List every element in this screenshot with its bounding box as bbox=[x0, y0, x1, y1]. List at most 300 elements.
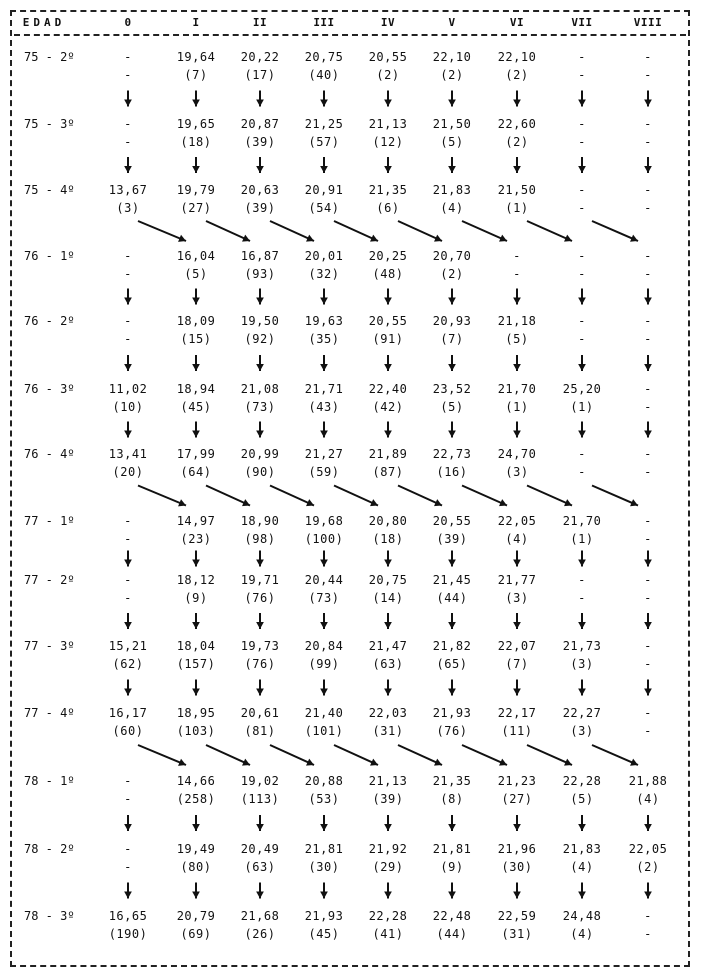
transition-arrow bbox=[334, 745, 378, 766]
transition-arrow bbox=[513, 551, 521, 567]
transition-arrow bbox=[320, 551, 328, 567]
transition-arrow bbox=[256, 883, 264, 899]
cell-count: (258) bbox=[176, 792, 216, 806]
transition-arrow bbox=[192, 613, 200, 629]
transition-arrow bbox=[448, 680, 456, 696]
cell-count: (26) bbox=[244, 927, 276, 941]
cell-value: 18,12 bbox=[176, 573, 216, 587]
transition-arrow bbox=[192, 289, 200, 305]
row-label: 77 - 3º bbox=[24, 639, 75, 653]
transition-arrow bbox=[320, 91, 328, 107]
transition-arrow bbox=[462, 745, 507, 766]
transition-arrow bbox=[448, 91, 456, 107]
cell-count: (12) bbox=[372, 135, 404, 149]
transition-arrow bbox=[384, 815, 392, 831]
transition-arrow bbox=[527, 486, 572, 507]
cell-value: 19,64 bbox=[176, 50, 216, 64]
transition-arrow bbox=[334, 221, 378, 242]
cell-value: 21,96 bbox=[497, 842, 537, 856]
cell-value: - bbox=[644, 447, 652, 461]
cell-count: - bbox=[644, 68, 652, 82]
cell-count: - bbox=[513, 267, 521, 281]
transition-arrow bbox=[578, 883, 586, 899]
cell-count: (93) bbox=[244, 267, 276, 281]
transition-arrow bbox=[513, 883, 521, 899]
transition-arrow bbox=[578, 680, 586, 696]
row-label: 78 - 2º bbox=[24, 842, 75, 856]
cell-value: 22,28 bbox=[368, 909, 408, 923]
transition-arrow bbox=[124, 91, 132, 107]
cell-count: - bbox=[124, 68, 132, 82]
cell-count: (3) bbox=[116, 201, 140, 215]
cell-count: (5) bbox=[570, 792, 594, 806]
transition-arrow bbox=[124, 815, 132, 831]
row-label: 76 - 2º bbox=[24, 314, 75, 328]
cell-count: (5) bbox=[440, 400, 464, 414]
transition-arrow bbox=[124, 355, 132, 371]
transition-arrow bbox=[448, 883, 456, 899]
cell-value: 21,23 bbox=[497, 774, 537, 788]
cell-value: 18,09 bbox=[176, 314, 216, 328]
transition-arrow bbox=[384, 613, 392, 629]
transition-arrow bbox=[138, 745, 186, 766]
transition-arrow bbox=[462, 486, 507, 507]
cell-value: 20,87 bbox=[240, 117, 280, 131]
cell-value: - bbox=[124, 314, 132, 328]
cell-value: 20,75 bbox=[368, 573, 408, 587]
cell-value: 21,77 bbox=[497, 573, 537, 587]
header-col-1: 0 bbox=[124, 16, 132, 29]
cell-value: 25,20 bbox=[562, 382, 602, 396]
transition-arrow bbox=[644, 289, 652, 305]
cell-value: 23,52 bbox=[432, 382, 472, 396]
cell-value: 22,40 bbox=[368, 382, 408, 396]
cell-count: (14) bbox=[372, 591, 404, 605]
cell-count: (1) bbox=[570, 400, 594, 414]
cell-count: (1) bbox=[505, 201, 529, 215]
cell-count: (3) bbox=[505, 591, 529, 605]
transition-arrow bbox=[578, 289, 586, 305]
transition-arrow bbox=[320, 157, 328, 173]
cell-count: (17) bbox=[244, 68, 276, 82]
row-label: 78 - 1º bbox=[24, 774, 75, 788]
cell-count: (73) bbox=[244, 400, 276, 414]
cell-count: (5) bbox=[184, 267, 208, 281]
transition-arrow bbox=[256, 551, 264, 567]
transition-arrow bbox=[192, 551, 200, 567]
cell-value: 19,73 bbox=[240, 639, 280, 653]
cell-value: 19,65 bbox=[176, 117, 216, 131]
cell-value: 20,55 bbox=[432, 514, 472, 528]
header-col-2: I bbox=[192, 16, 200, 29]
transition-arrow bbox=[448, 815, 456, 831]
cell-value: 18,90 bbox=[240, 514, 280, 528]
cell-value: 20,70 bbox=[432, 249, 472, 263]
cell-count: (20) bbox=[112, 465, 144, 479]
cell-count: (45) bbox=[308, 927, 340, 941]
cell-value: - bbox=[644, 514, 652, 528]
cell-count: - bbox=[578, 267, 586, 281]
cell-value: 21,83 bbox=[562, 842, 602, 856]
cell-count: (62) bbox=[112, 657, 144, 671]
cell-count: (2) bbox=[505, 135, 529, 149]
cell-count: (31) bbox=[501, 927, 533, 941]
cell-value: 22,27 bbox=[562, 706, 602, 720]
transition-arrow bbox=[320, 289, 328, 305]
transition-arrow bbox=[192, 157, 200, 173]
cell-value: 22,17 bbox=[497, 706, 537, 720]
cell-value: 13,67 bbox=[108, 183, 148, 197]
transition-arrow bbox=[256, 680, 264, 696]
cell-count: - bbox=[644, 201, 652, 215]
transition-arrow bbox=[513, 355, 521, 371]
cell-value: - bbox=[513, 249, 521, 263]
transition-arrow bbox=[578, 613, 586, 629]
cell-value: - bbox=[578, 447, 586, 461]
row-label: 76 - 3º bbox=[24, 382, 75, 396]
cell-value: 16,04 bbox=[176, 249, 216, 263]
cell-value: 22,59 bbox=[497, 909, 537, 923]
cell-count: (2) bbox=[440, 68, 464, 82]
cell-count: (16) bbox=[436, 465, 468, 479]
cell-value: 16,87 bbox=[240, 249, 280, 263]
transition-arrow bbox=[256, 613, 264, 629]
transition-arrow bbox=[513, 289, 521, 305]
row-label: 76 - 4º bbox=[24, 447, 75, 461]
transition-arrow bbox=[384, 91, 392, 107]
cell-value: 14,97 bbox=[176, 514, 216, 528]
cell-count: (69) bbox=[180, 927, 212, 941]
cell-value: 22,10 bbox=[497, 50, 537, 64]
cell-count: (8) bbox=[440, 792, 464, 806]
transition-arrow bbox=[192, 422, 200, 438]
cell-value: 22,05 bbox=[497, 514, 537, 528]
cell-value: - bbox=[578, 573, 586, 587]
cell-count: - bbox=[124, 267, 132, 281]
cell-count: (29) bbox=[372, 860, 404, 874]
cell-value: 21,68 bbox=[240, 909, 280, 923]
cell-count: (3) bbox=[570, 724, 594, 738]
cell-count: (3) bbox=[505, 465, 529, 479]
cell-value: 21,88 bbox=[628, 774, 668, 788]
cell-count: - bbox=[578, 135, 586, 149]
transition-arrow bbox=[124, 422, 132, 438]
cell-count: (100) bbox=[304, 532, 344, 546]
cell-count: (4) bbox=[570, 927, 594, 941]
cell-count: (1) bbox=[505, 400, 529, 414]
cell-value: 22,73 bbox=[432, 447, 472, 461]
cell-value: 21,93 bbox=[304, 909, 344, 923]
transition-arrow bbox=[398, 221, 442, 242]
transition-arrow bbox=[256, 289, 264, 305]
transition-arrow bbox=[256, 157, 264, 173]
cell-count: (7) bbox=[505, 657, 529, 671]
cell-count: (91) bbox=[372, 332, 404, 346]
cell-value: 20,80 bbox=[368, 514, 408, 528]
transition-arrow bbox=[384, 551, 392, 567]
cell-count: (18) bbox=[372, 532, 404, 546]
cell-count: (98) bbox=[244, 532, 276, 546]
row-label: 75 - 3º bbox=[24, 117, 75, 131]
cell-count: (101) bbox=[304, 724, 344, 738]
cell-count: (5) bbox=[440, 135, 464, 149]
cell-count: (39) bbox=[244, 135, 276, 149]
cell-value: 21,81 bbox=[304, 842, 344, 856]
cell-count: (113) bbox=[240, 792, 280, 806]
row-label: 77 - 4º bbox=[24, 706, 75, 720]
cell-value: 24,48 bbox=[562, 909, 602, 923]
transition-arrow bbox=[644, 91, 652, 107]
transition-arrow bbox=[644, 883, 652, 899]
cell-value: 21,40 bbox=[304, 706, 344, 720]
cell-count: (90) bbox=[244, 465, 276, 479]
cell-count: - bbox=[644, 532, 652, 546]
transition-arrow bbox=[124, 883, 132, 899]
cell-count: (43) bbox=[308, 400, 340, 414]
transition-arrow bbox=[256, 422, 264, 438]
cell-count: - bbox=[124, 332, 132, 346]
cell-count: (60) bbox=[112, 724, 144, 738]
cell-value: - bbox=[644, 183, 652, 197]
transition-arrow bbox=[644, 815, 652, 831]
transition-arrow bbox=[320, 680, 328, 696]
cell-value: 21,70 bbox=[562, 514, 602, 528]
cell-count: (92) bbox=[244, 332, 276, 346]
cell-count: - bbox=[644, 267, 652, 281]
header-edad: EDAD bbox=[22, 16, 66, 29]
transition-arrow bbox=[527, 221, 572, 242]
cell-count: (59) bbox=[308, 465, 340, 479]
cell-count: - bbox=[124, 591, 132, 605]
cell-value: 20,44 bbox=[304, 573, 344, 587]
cell-value: 21,47 bbox=[368, 639, 408, 653]
cell-count: - bbox=[578, 591, 586, 605]
cell-value: - bbox=[124, 774, 132, 788]
transition-arrow bbox=[644, 355, 652, 371]
cell-value: - bbox=[124, 573, 132, 587]
transition-arrow bbox=[578, 91, 586, 107]
cell-value: 21,25 bbox=[304, 117, 344, 131]
transition-arrow bbox=[644, 613, 652, 629]
cell-value: 17,99 bbox=[176, 447, 216, 461]
cell-value: 21,08 bbox=[240, 382, 280, 396]
cell-value: 22,60 bbox=[497, 117, 537, 131]
transition-arrow bbox=[384, 422, 392, 438]
cell-count: - bbox=[644, 135, 652, 149]
cell-value: - bbox=[644, 249, 652, 263]
transition-arrow bbox=[384, 680, 392, 696]
cell-count: (4) bbox=[636, 792, 660, 806]
cell-value: 18,95 bbox=[176, 706, 216, 720]
cell-count: (27) bbox=[180, 201, 212, 215]
transition-arrow bbox=[124, 680, 132, 696]
transition-arrow bbox=[578, 551, 586, 567]
transition-arrow bbox=[320, 815, 328, 831]
cell-count: (39) bbox=[436, 532, 468, 546]
transition-arrow bbox=[384, 157, 392, 173]
cell-count: (53) bbox=[308, 792, 340, 806]
transition-arrow bbox=[448, 289, 456, 305]
cell-count: (42) bbox=[372, 400, 404, 414]
cell-value: 20,49 bbox=[240, 842, 280, 856]
transition-arrow bbox=[270, 745, 314, 766]
transition-arrow bbox=[320, 355, 328, 371]
transition-arrow bbox=[206, 221, 250, 242]
cell-count: - bbox=[644, 591, 652, 605]
header-col-5: IV bbox=[380, 16, 396, 29]
cell-count: - bbox=[644, 400, 652, 414]
cell-value: 18,94 bbox=[176, 382, 216, 396]
row-label: 77 - 2º bbox=[24, 573, 75, 587]
cell-count: (2) bbox=[505, 68, 529, 82]
cell-value: 19,79 bbox=[176, 183, 216, 197]
cell-value: - bbox=[644, 706, 652, 720]
transition-arrow bbox=[320, 422, 328, 438]
transition-arrow bbox=[334, 486, 378, 507]
cell-count: - bbox=[644, 465, 652, 479]
transition-arrow bbox=[644, 680, 652, 696]
transition-arrow bbox=[513, 815, 521, 831]
cell-value: 21,13 bbox=[368, 117, 408, 131]
transition-arrow bbox=[192, 815, 200, 831]
transition-arrow bbox=[270, 221, 314, 242]
cell-value: 21,35 bbox=[368, 183, 408, 197]
cell-value: - bbox=[644, 573, 652, 587]
cell-count: (157) bbox=[176, 657, 216, 671]
transition-arrow bbox=[578, 815, 586, 831]
cell-value: - bbox=[644, 314, 652, 328]
transition-arrow bbox=[448, 551, 456, 567]
cell-count: (9) bbox=[440, 860, 464, 874]
transition-arrow bbox=[448, 422, 456, 438]
header-col-7: VI bbox=[509, 16, 525, 29]
cell-count: - bbox=[644, 657, 652, 671]
cell-value: 19,68 bbox=[304, 514, 344, 528]
transition-arrow bbox=[256, 355, 264, 371]
header-col-9: VIII bbox=[633, 16, 663, 29]
cell-value: 20,63 bbox=[240, 183, 280, 197]
cell-count: (48) bbox=[372, 267, 404, 281]
cell-value: 21,93 bbox=[432, 706, 472, 720]
cell-count: (11) bbox=[501, 724, 533, 738]
cell-value: - bbox=[124, 117, 132, 131]
cell-value: 22,03 bbox=[368, 706, 408, 720]
cell-value: 20,25 bbox=[368, 249, 408, 263]
cell-value: 20,79 bbox=[176, 909, 216, 923]
cell-value: - bbox=[124, 249, 132, 263]
cell-count: - bbox=[644, 927, 652, 941]
cell-count: - bbox=[124, 792, 132, 806]
cell-value: 21,70 bbox=[497, 382, 537, 396]
cell-value: - bbox=[578, 50, 586, 64]
cell-count: (27) bbox=[501, 792, 533, 806]
transition-arrow bbox=[206, 486, 250, 507]
cell-count: (76) bbox=[436, 724, 468, 738]
cell-count: - bbox=[578, 465, 586, 479]
cell-count: (15) bbox=[180, 332, 212, 346]
cell-value: 21,45 bbox=[432, 573, 472, 587]
cell-count: (10) bbox=[112, 400, 144, 414]
cell-value: 22,48 bbox=[432, 909, 472, 923]
cell-count: (87) bbox=[372, 465, 404, 479]
cell-value: 16,17 bbox=[108, 706, 148, 720]
cell-count: - bbox=[124, 135, 132, 149]
cell-value: - bbox=[578, 183, 586, 197]
transition-arrow bbox=[124, 289, 132, 305]
cell-count: (76) bbox=[244, 591, 276, 605]
cell-value: 21,73 bbox=[562, 639, 602, 653]
cell-count: (23) bbox=[180, 532, 212, 546]
transition-arrow bbox=[527, 745, 572, 766]
transition-arrow bbox=[592, 221, 638, 242]
cell-value: 21,89 bbox=[368, 447, 408, 461]
transition-arrow bbox=[124, 613, 132, 629]
header-col-3: II bbox=[252, 16, 268, 29]
cell-value: - bbox=[578, 314, 586, 328]
transition-arrow bbox=[206, 745, 250, 766]
cell-count: (4) bbox=[505, 532, 529, 546]
row-label: 78 - 3º bbox=[24, 909, 75, 923]
cell-value: 22,28 bbox=[562, 774, 602, 788]
cell-value: - bbox=[644, 50, 652, 64]
header-col-4: III bbox=[313, 16, 335, 29]
cell-value: - bbox=[124, 842, 132, 856]
cell-value: 22,05 bbox=[628, 842, 668, 856]
cell-value: 21,27 bbox=[304, 447, 344, 461]
transition-arrow bbox=[448, 157, 456, 173]
transition-arrow bbox=[462, 221, 507, 242]
transition-arrow bbox=[578, 355, 586, 371]
cell-value: 21,82 bbox=[432, 639, 472, 653]
cell-value: 20,22 bbox=[240, 50, 280, 64]
row-label: 75 - 2º bbox=[24, 50, 75, 64]
cell-count: (73) bbox=[308, 591, 340, 605]
cell-count: (4) bbox=[440, 201, 464, 215]
cell-value: - bbox=[578, 249, 586, 263]
cell-value: 20,93 bbox=[432, 314, 472, 328]
cell-value: 20,99 bbox=[240, 447, 280, 461]
cell-count: - bbox=[124, 860, 132, 874]
cell-count: (1) bbox=[570, 532, 594, 546]
cell-value: 21,92 bbox=[368, 842, 408, 856]
transition-arrow bbox=[513, 680, 521, 696]
cell-count: (57) bbox=[308, 135, 340, 149]
cell-count: (63) bbox=[244, 860, 276, 874]
cell-value: 20,55 bbox=[368, 50, 408, 64]
transition-arrow bbox=[644, 422, 652, 438]
cell-value: 14,66 bbox=[176, 774, 216, 788]
cell-count: (45) bbox=[180, 400, 212, 414]
cell-count: (2) bbox=[636, 860, 660, 874]
transition-arrow bbox=[513, 157, 521, 173]
cell-count: - bbox=[578, 201, 586, 215]
cell-value: 21,18 bbox=[497, 314, 537, 328]
transition-arrow bbox=[138, 486, 186, 507]
cell-count: (2) bbox=[440, 267, 464, 281]
transition-arrow bbox=[513, 613, 521, 629]
cell-count: (99) bbox=[308, 657, 340, 671]
cell-count: (103) bbox=[176, 724, 216, 738]
cell-value: 18,04 bbox=[176, 639, 216, 653]
transition-arrow bbox=[592, 745, 638, 766]
header-col-6: V bbox=[448, 16, 456, 29]
cell-value: 16,65 bbox=[108, 909, 148, 923]
cell-count: (39) bbox=[372, 792, 404, 806]
cell-count: (18) bbox=[180, 135, 212, 149]
cell-value: 20,91 bbox=[304, 183, 344, 197]
cell-count: (76) bbox=[244, 657, 276, 671]
header-col-8: VII bbox=[571, 16, 593, 29]
